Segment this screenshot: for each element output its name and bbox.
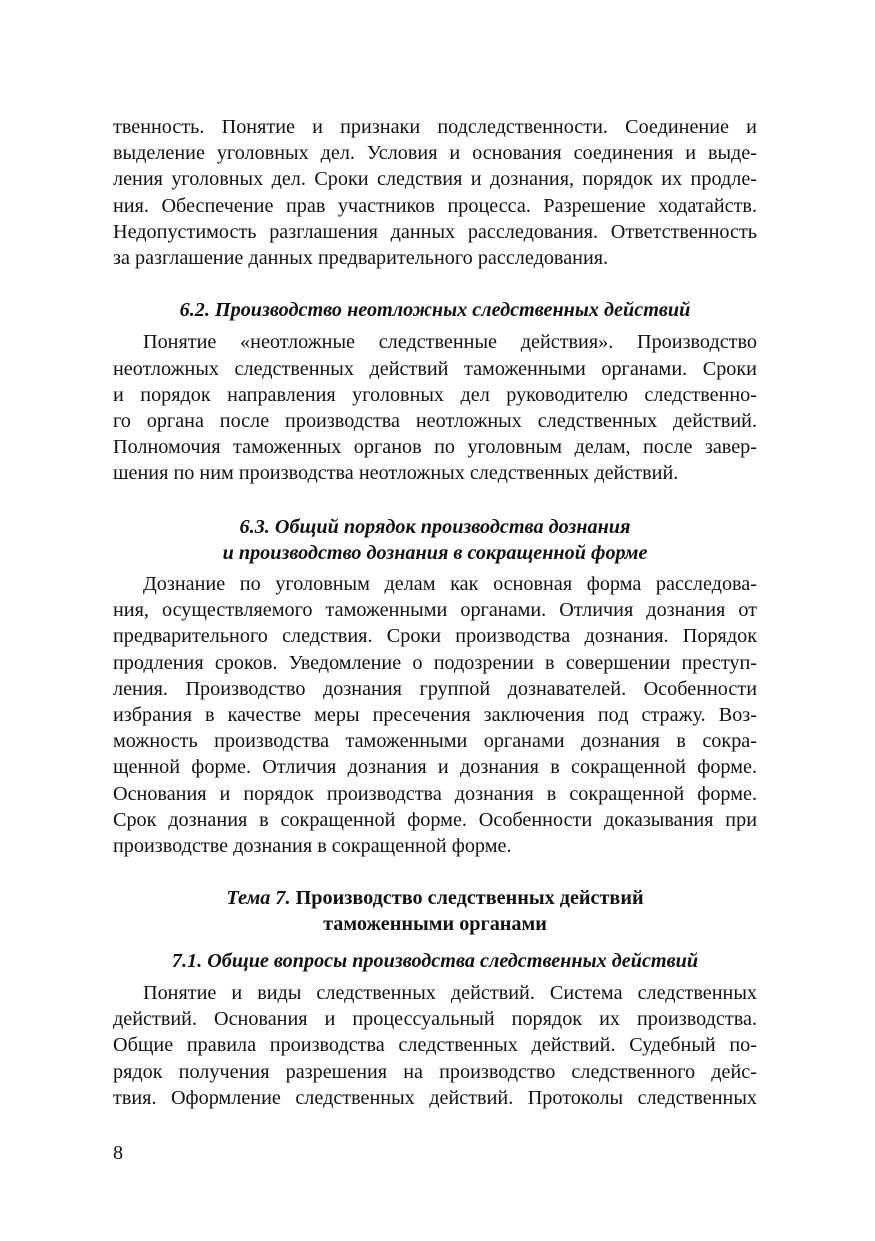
text-line: и порядок направления уголовных дел руководителю следственно- — [113, 383, 757, 406]
text-line: Общие правила производства следственных действий. Судебный по- — [113, 1034, 757, 1057]
text-line: выделение уголовных дел. Условия и основания соединения и выде- — [113, 142, 757, 165]
text-line: Дознание по уголовным делам как основная форма расследова- — [143, 573, 757, 596]
section-6-3-paragraph — [113, 571, 757, 859]
text-line: ния, осуществляемого таможенными органами. Отличия дознания от — [113, 599, 757, 622]
section-6-2-heading: 6.2. Производство неотложных следственных действий — [179, 299, 691, 322]
section-6-2-paragraph — [113, 329, 757, 486]
text-line: твия. Оформление следственных действий. Протоколы следственных — [113, 1086, 757, 1109]
heading-line: 6.3. Общий порядок производства дознания — [239, 515, 631, 538]
document-page — [113, 114, 757, 1111]
text-line: действий. Основания и процессуальный порядок их производства. — [113, 1008, 757, 1031]
text-line: предварительного следствия. Сроки производства дознания. Порядок — [113, 625, 757, 648]
text-line: Основания и порядок производства дознания в сокращенной форме. — [113, 782, 757, 805]
text-line: рядок получения разрешения на производство следственного дейс- — [113, 1060, 757, 1083]
text-line: Понятие «неотложные следственные действия». Производство — [143, 331, 757, 354]
section-7-1-heading: 7.1. Общие вопросы производства следственных действий — [171, 949, 699, 972]
section-6-3-heading — [113, 514, 757, 566]
heading-line: и производство дознания в сокращенной форме — [222, 541, 648, 564]
text-line: ния. Обеспечение прав участников процесса. Разрешение ходатайств. — [113, 194, 757, 217]
topic-label: Тема 7. — [226, 887, 291, 910]
intro-paragraph — [113, 114, 757, 271]
text-line: можность производства таможенными органами дознания в сокра- — [113, 730, 757, 753]
text-line: за разглашение данных предварительного расследования. — [113, 247, 609, 270]
text-line: неотложных следственных действий таможенными органами. Сроки — [113, 357, 757, 380]
text-line: шения по ним производства неотложных следственных действий. — [113, 462, 679, 485]
text-line: твенность. Понятие и признаки подследственности. Соединение и — [113, 116, 757, 138]
topic-title: Производство следственных действий — [295, 887, 644, 910]
text-line: Недопустимость разглашения данных расследования. Ответственность — [113, 220, 757, 243]
text-line: Полномочия таможенных органов по уголовным делам, после завер- — [113, 436, 757, 459]
text-line: го органа после производства неотложных следственных действий. — [113, 410, 757, 433]
text-line: производстве дознания в сокращенной форме. — [113, 835, 512, 858]
heading-line: таможенными органами — [323, 913, 547, 936]
text-line: избрания в качестве меры пресечения заключения под стражу. Воз- — [113, 704, 757, 727]
topic-7-heading — [113, 885, 757, 937]
text-line: продления сроков. Уведомление о подозрении в совершении преступ- — [113, 651, 757, 674]
text-line: Срок дознания в сокращенной форме. Особенности доказывания при — [113, 808, 757, 831]
section-7-1-paragraph — [113, 980, 757, 1111]
text-line: ления уголовных дел. Сроки следствия и дознания, порядок их продле- — [113, 168, 757, 191]
text-line: ления. Производство дознания группой дознавателей. Особенности — [113, 677, 757, 700]
text-line: Понятие и виды следственных действий. Система следственных — [143, 981, 757, 1004]
heading-line — [113, 885, 757, 911]
text-line: щенной форме. Отличия дознания и дознания в сокращенной форме. — [113, 756, 757, 779]
page-number: 8 — [113, 1142, 124, 1164]
